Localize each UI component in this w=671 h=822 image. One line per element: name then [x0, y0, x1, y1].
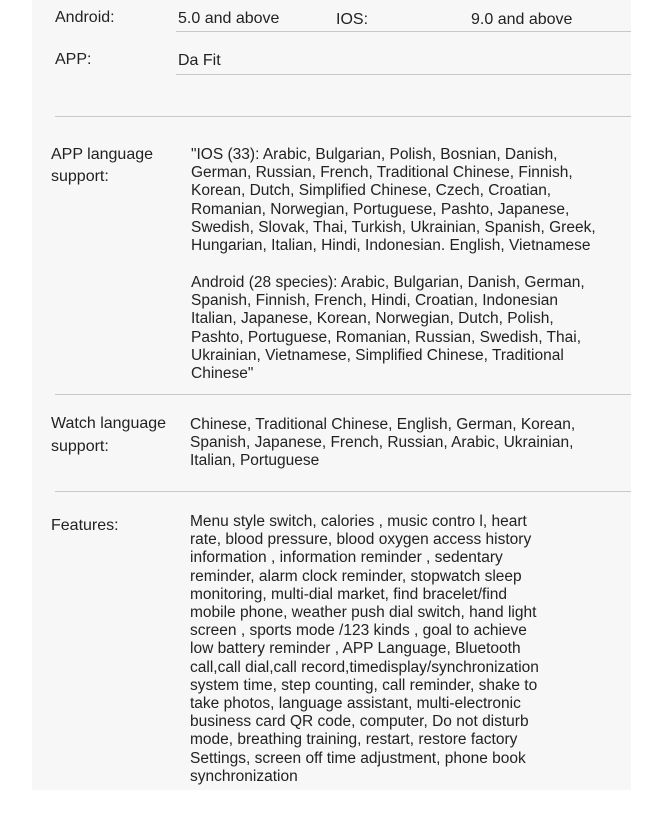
divider	[176, 31, 631, 32]
text-line: Android (28 species): Arabic, Bulgarian, Danish, German,	[191, 274, 585, 291]
android-language-list	[191, 274, 627, 383]
text-line: Spanish, Japanese, French, Russian, Arabic, Ukrainian,	[190, 434, 574, 452]
text-line: take photos, language assistant, multi-electronic	[190, 695, 521, 713]
text-line: Ukrainian, Vietnamese, Simplified Chinese, Traditional	[191, 346, 564, 364]
divider	[55, 116, 631, 117]
ios-language-list	[191, 146, 627, 255]
divider	[55, 394, 631, 395]
text-line: reminder, alarm clock reminder, stopwatch sleep	[190, 567, 522, 585]
text-line: Hungarian, Italian, Hindi, Indonesian. English, Vietnamese	[191, 237, 591, 255]
text-line: system time, step counting, call reminder, shake to	[190, 676, 538, 694]
app-value: Da Fit	[178, 52, 221, 69]
text-line: Menu style switch, calories , music contro l, heart	[190, 513, 527, 530]
text-line: low battery reminder , APP Language, Bluetooth	[190, 640, 521, 658]
bottom-strip	[0, 790, 671, 822]
text-line: Korean, Dutch, Simplified Chinese, Czech, Croatian,	[191, 182, 552, 200]
text-line: mobile phone, weather push dial switch, hand light	[190, 604, 537, 622]
text-line: monitoring, multi-dial market, find bracelet/find	[190, 585, 508, 603]
watch-language-label: Watch language	[51, 415, 167, 432]
text-line: Italian, Portuguese	[190, 452, 320, 470]
text-line: Settings, screen off time adjustment, phone book	[190, 749, 526, 767]
divider	[176, 74, 631, 75]
text-line: "IOS (33): Arabic, Bulgarian, Polish, Bosnian, Danish,	[191, 146, 558, 163]
app-label: APP:	[55, 51, 92, 68]
text-line: Swedish, Slovak, Thai, Turkish, Ukrainian, Spanish, Greek,	[191, 218, 596, 236]
text-line: Pashto, Portuguese, Romanian, Russian, Swedish, Thai,	[191, 328, 582, 346]
text-line: Chinese"	[191, 365, 254, 383]
watch-language-list	[190, 416, 615, 471]
text-line: mode, breathing training, restart, restore factory	[190, 731, 518, 749]
text-line: call,call dial,call record,timedisplay/synchronization	[190, 658, 539, 676]
text-line: synchronization	[190, 767, 298, 785]
text-line: Romanian, Norwegian, Portuguese, Pashto, Japanese,	[191, 200, 570, 218]
features-list	[190, 513, 617, 786]
features-label: Features:	[51, 517, 119, 534]
text-line: German, Russian, French, Traditional Chinese, Finnish,	[191, 164, 573, 182]
text-line: information , information reminder , sedentary	[190, 549, 503, 567]
text-line: rate, blood pressure, blood oxygen access history	[190, 531, 532, 549]
text-line: Chinese, Traditional Chinese, English, German, Korean,	[190, 416, 576, 433]
watch-language-label: support:	[51, 438, 109, 455]
android-value: 5.0 and above	[178, 10, 280, 27]
text-line: screen , sports mode /123 kinds , goal to achieve	[190, 622, 527, 640]
divider	[55, 491, 631, 492]
app-language-label: APP language	[51, 146, 154, 163]
app-language-label: support:	[51, 168, 109, 185]
text-line: Spanish, Finnish, French, Hindi, Croatian, Indonesian	[191, 292, 559, 310]
ios-label: IOS:	[336, 11, 369, 28]
ios-value: 9.0 and above	[471, 11, 573, 28]
text-line: Italian, Japanese, Korean, Norwegian, Dutch, Polish,	[191, 310, 554, 328]
android-label: Android:	[55, 9, 115, 26]
text-line: business card QR code, computer, Do not disturb	[190, 713, 529, 731]
